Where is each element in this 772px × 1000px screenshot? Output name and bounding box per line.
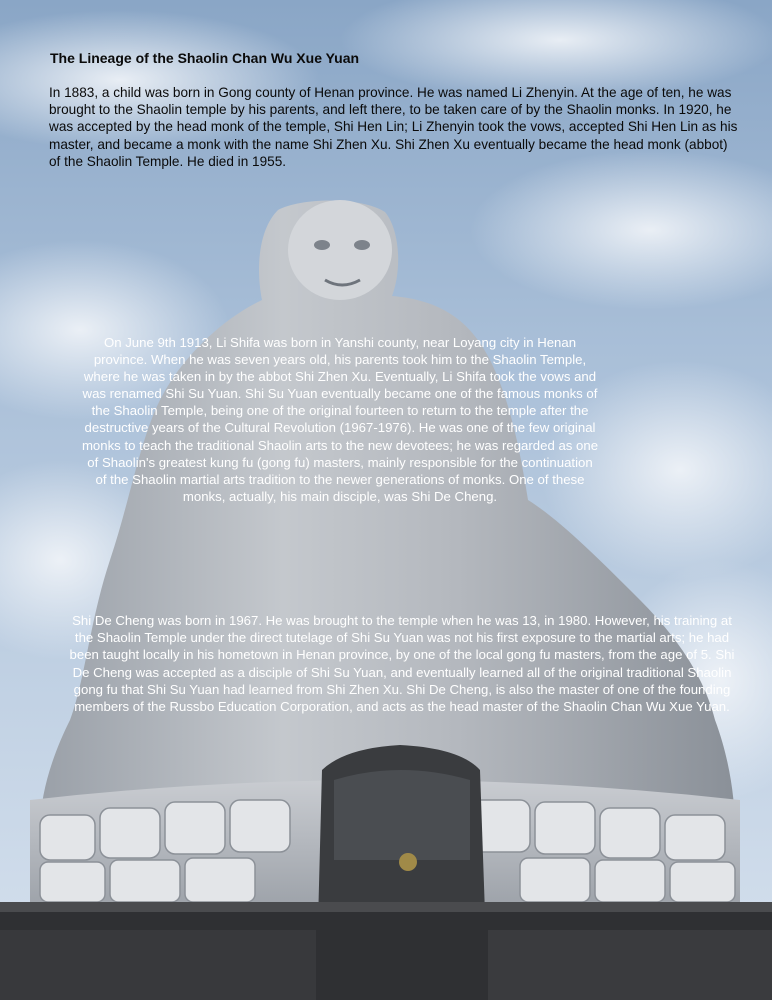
paragraph-shi-zhen-xu: In 1883, a child was born in Gong county of Henan province. He was named Li Zhenyin. At the age of ten, he was brought to the Shaolin temple by his parents, and left there, to be taken care of by the Shaolin monks. In 1920, he was accepted by the head monk of the temple, Shi Hen Lin; Li Zhenyin took the vows, accepted Shi Hen Lin as his master, and became a monk with the name Shi Zhen Xu. Shi Zhen Xu eventually became the head monk (abbot) of the Shaolin Temple. He died in 1955. [49,85,738,169]
page-title: The Lineage of the Shaolin Chan Wu Xue Yuan [50,50,360,66]
paragraph-shi-su-yuan: On June 9th 1913, Li Shifa was born in Yanshi county, near Loyang city in Henan province. When he was seven years old, his parents took him to the Shaolin Temple, where he was taken in by the abbot Shi Zhen Xu. Eventually, Li Shifa took the vows and was renamed Shi Su Yuan. Shi Su Yuan eventually became one of the famous monks of the Shaolin Temple, being one of the original fourteen to return to the temple after the destructive years of the Cultural Revolution (1967-1976). He was one of the few original monks to teach the traditional Shaolin arts to the new devotees; he was regarded as one of Shaolin's greatest kung fu (gong fu) masters, mainly responsible for the continuation of the Shaolin martial arts tradition to the newer generations of monks. One of these monks, actually, his main disciple, was Shi De Cheng. [81,335,599,504]
paragraph-shi-de-cheng: Shi De Cheng was born in 1967. He was brought to the temple when he was 13, in 1980. However, his training at the Shaolin Temple under the direct tutelage of Shi Su Yuan was not his first exposure to the martial arts; he had been taught locally in his hometown in Henan province, by one of the local gong fu masters, from the age of 5. Shi De Cheng was accepted as a disciple of Shi Su Yuan, and eventually learned all of the original traditional Shaolin gong fu that Shi Su Yuan had learned from Shi Zhen Xu. Shi De Cheng, is also the master of one of the founding members of the Russbo Education Corporation, and acts as the head master of the Shaolin Chan Wu Xue Yuan. [69,613,735,715]
